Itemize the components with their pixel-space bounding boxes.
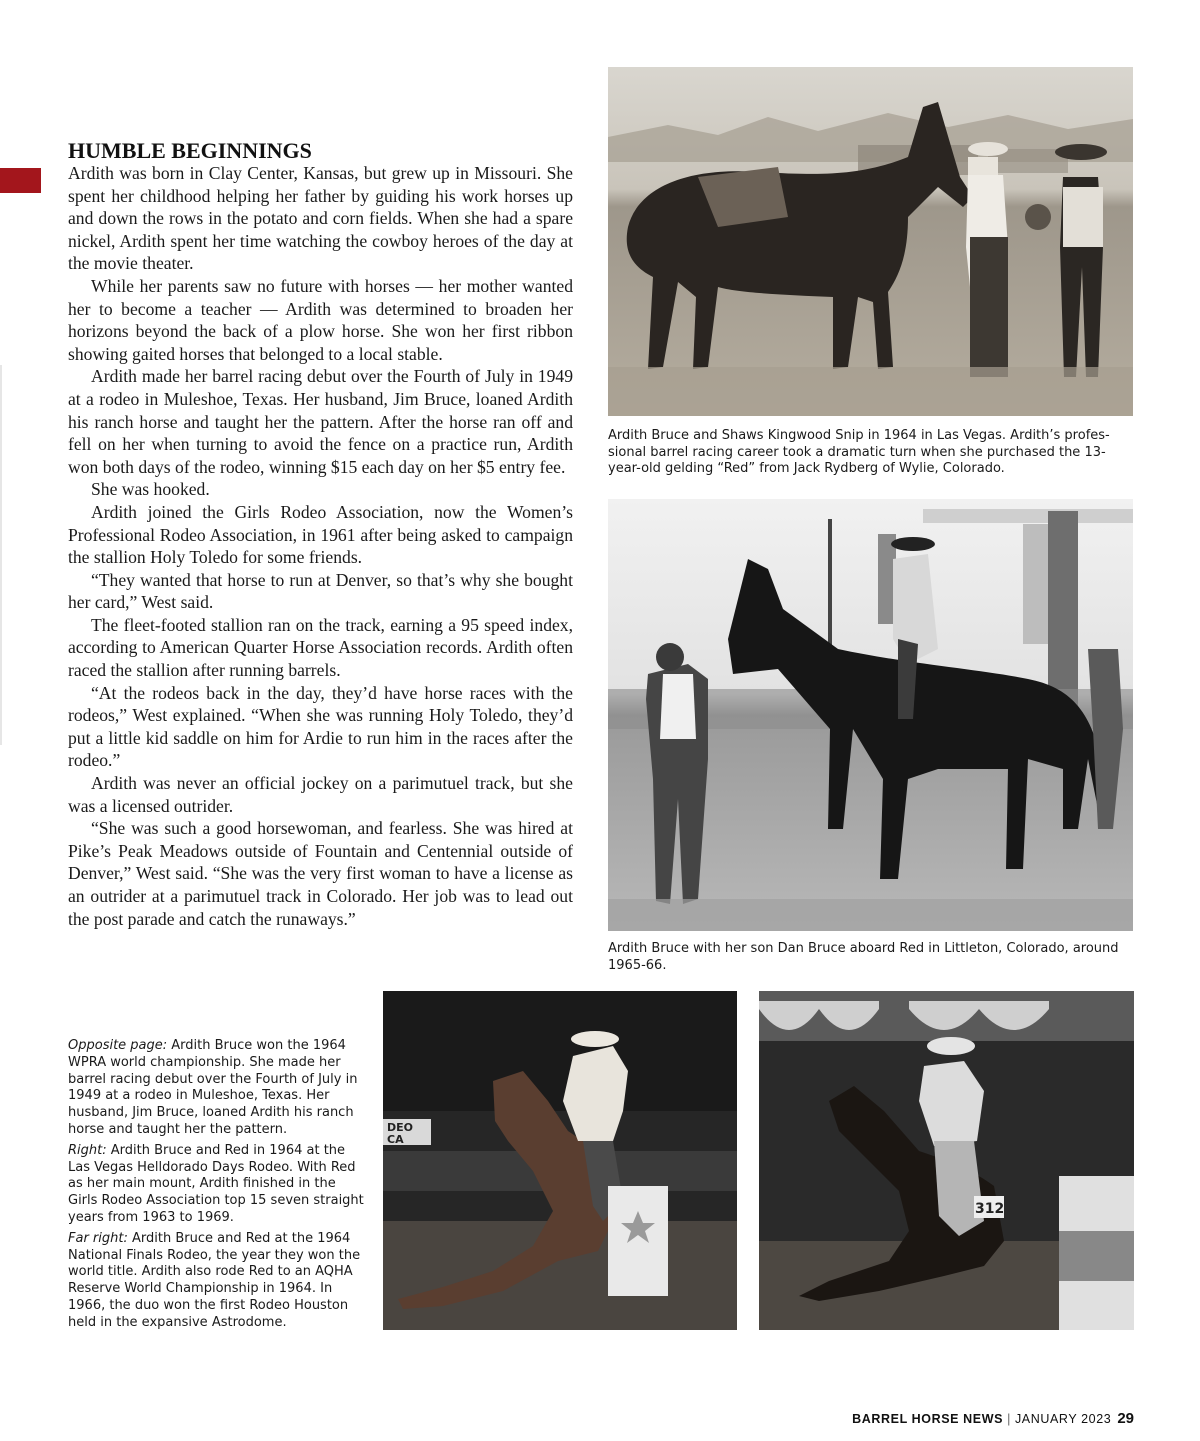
paragraph-6: “They wanted that horse to run at Denver, so that’s why she bought her card,” West said. [68,569,573,613]
caption-text: Ardith Bruce and Red at the 1964 National Finals Rodeo, the year they won the world title. Ardith also rode Red to an AQHA Reserve World Championship in 1964. In 1966, the duo won the first Rodeo Houston held in the expansive Astrodome. [68,1230,361,1330]
paragraph-1: Ardith was born in Clay Center, Kansas, but grew up in Missouri. She spent her childhood helping her father by guiding his work horses up and down the rows in the potato and corn fields. When she had a spare nickel, Ardith spent her time watching the cowboy heroes of the day at the movie theater. [68,163,573,274]
paragraph-7: The fleet-footed stallion ran on the track, earning a 95 speed index, according to American Quarter Horse Association records. Ardith often raced the stallion after running barrels. [68,614,573,681]
photo-ardith-shaws-kingwood-snip [608,67,1133,416]
paragraph-5: Ardith joined the Girls Rodeo Association, now the Women’s Professional Rodeo Association, in 1961 after being asked to campaign the stallion Holy Toledo for some friends. [68,501,573,568]
footer-separator: | [1007,1412,1011,1426]
section-accent-tab [0,168,41,193]
paragraph-8: “At the rodeos back in the day, they’d have horse races with the rodeos,” West explained. “When she was running Holy Toledo, they’d put a little kid saddle on him for Ardie to run him in the races after the rodeo.” [68,682,573,771]
photo-national-finals-rodeo [759,991,1134,1330]
paragraph-10: “She was such a good horsewoman, and fearless. She was hired at Pike’s Peak Meadows outside of Fountain and Centennial outside of Denver,” West said. “She was the very first woman to have a license as an outrider at a parimutuel track in Colorado. Her job was to lead out the post parade and catch the runaways.” [68,818,573,929]
paragraph-9: Ardith was never an official jockey on a parimutuel track, but she was a licensed outrider. [68,773,573,816]
contestant-number: 312 [975,1201,1005,1217]
issue-date: JANUARY 2023 [1014,1412,1112,1426]
side-caption-right [68,1143,368,1227]
page-edge-rule [0,365,2,745]
page-number: 29 [1117,1410,1134,1427]
magazine-name: BARREL HORSE NEWS [852,1412,1004,1426]
photo-dan-bruce-aboard-red [608,499,1133,931]
article-body [68,138,573,930]
arena-sign-text: DEO [387,1121,413,1134]
caption-label: Far right: [68,1230,128,1246]
photo-helldorado-barrel-turn [383,991,737,1330]
side-caption-far-right [68,1231,368,1332]
caption-label: Right: [68,1142,107,1158]
section-heading: HUMBLE BEGINNINGS [68,138,312,163]
photo-caption-1: Ardith Bruce and Shaws Kingwood Snip in 1964 in Las Vegas. Ardith’s professional barrel racing career took a dramatic turn when she purchased the 13-year-old gelding “Red” from Jack Rydberg of Wylie, Colorado. [608,428,1110,476]
photo-caption-2: Ardith Bruce with her son Dan Bruce aboard Red in Littleton, Colorado, around 1965-66. [608,941,1119,973]
caption-text: Ardith Bruce won the 1964 WPRA world championship. She made her barrel racing debut over the Fourth of July in 1949 at a rodeo in Muleshoe, Texas. Her husband, Jim Bruce, loaned Ardith his ranch horse and taught her the pattern. [68,1038,358,1137]
page-footer-displayed [852,1411,1134,1427]
arena-sign-text-2: CA [387,1133,404,1146]
side-captions [68,1038,368,1336]
side-caption-opposite [68,1038,368,1139]
caption-text: Ardith Bruce and Red in 1964 at the Las Vegas Helldorado Days Rodeo. With Red as her main mount, Ardith finished in the Girls Rodeo Association top 15 seven straight years from 1963 to 1969. [68,1142,364,1225]
paragraph-4: She was hooked. [91,479,210,500]
paragraph-2: While her parents saw no future with horses — her mother wanted her to become a teacher — Ardith was determined to broaden her horizons beyond the back of a plow horse. She won her first ribbon showing gaited horses that belonged to a local stable. [68,275,573,364]
paragraph-3: Ardith made her barrel racing debut over the Fourth of July in 1949 at a rodeo in Muleshoe, Texas. Her husband, Jim Bruce, loaned Ardith his ranch horse and taught her the pattern. After the horse ran off and fell on her when turning to avoid the fence on a practice run, Ardith won both days of the rodeo, winning $15 each day on her $5 entry fee. [68,366,573,477]
caption-label: Opposite page: [68,1038,168,1053]
